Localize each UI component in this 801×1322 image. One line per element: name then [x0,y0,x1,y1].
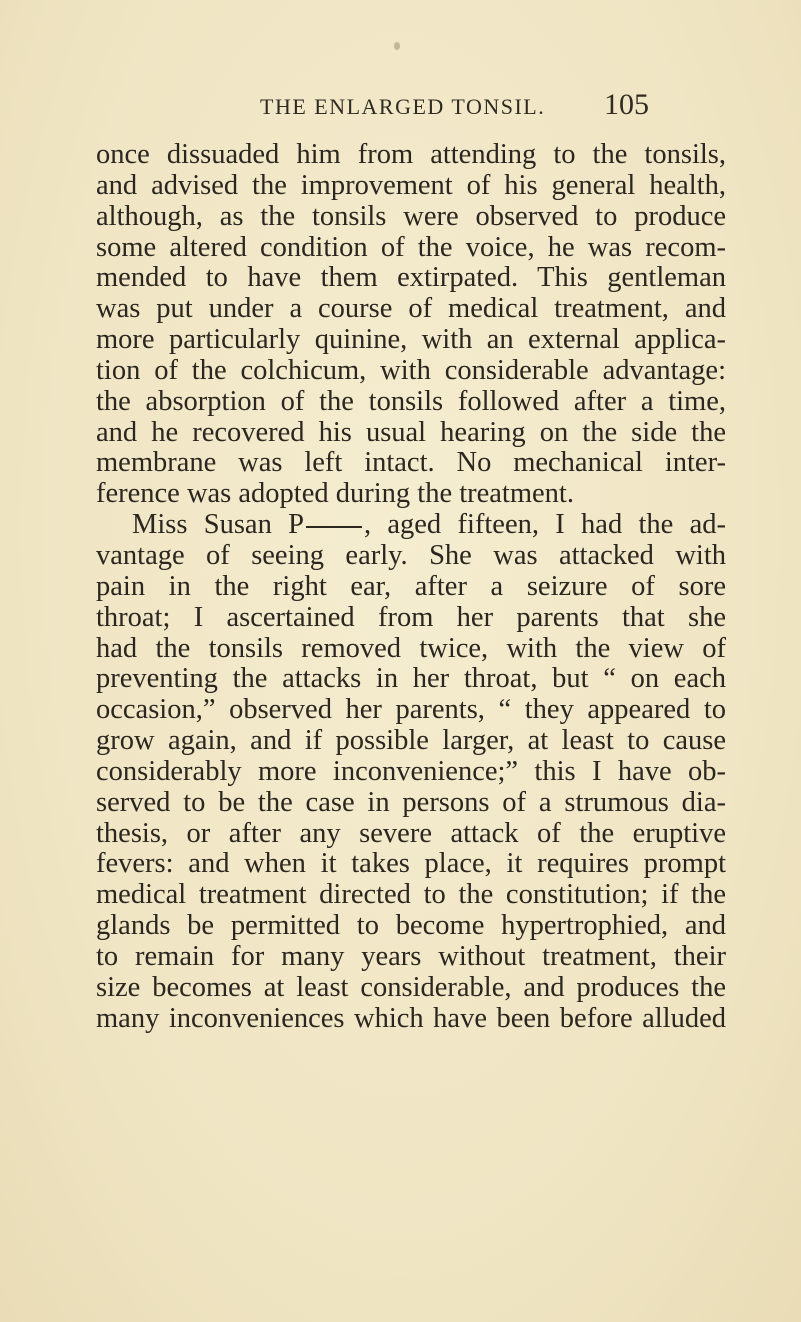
name-redaction-dash [306,526,362,528]
text-line: preventing the attacks in her throat, but “ on each [96,663,726,695]
running-head [0,88,801,128]
ink-spot [394,42,400,50]
text-line: occasion,” observed her parents, “ they appeared to [96,694,726,726]
text-line: membrane was left intact. No mechanical inter- [96,447,726,479]
text-line: ference was adopted during the treatment. [96,478,574,510]
running-title: THE ENLARGED TONSIL. [260,94,546,119]
text-line: considerably more inconvenience;” this I have ob- [96,755,726,787]
text-line: size becomes at least considerable, and produces the [96,971,726,1003]
text-line: more particularly quinine, with an external applica- [96,324,726,356]
text-line: the absorption of the tonsils followed after a time, [96,385,726,417]
text-line: glands be permitted to become hypertrophied, and [96,910,726,942]
text-line: mended to have them extirpated. This gentleman [96,262,726,294]
text-line: pain in the right ear, after a seizure of sore [96,570,726,602]
text-line: medical treatment directed to the constitution; if the [96,879,726,911]
text-line: tion of the colchicum, with considerable advantage: [96,354,726,386]
name-text: Miss Susan P [132,509,304,541]
text-line: many inconveniences which have been before alluded [96,1002,726,1034]
text-line: and he recovered his usual hearing on the side the [96,416,726,448]
paragraph-start-line [96,510,726,541]
text-line: was put under a course of medical treatment, and [96,293,726,325]
text-line: and advised the improvement of his general health, [96,169,726,201]
text-line: fevers: and when it takes place, it requires prompt [96,848,726,880]
text-line: vantage of seeing early. She was attacked with [96,539,726,571]
text-line: throat; I ascertained from her parents that she [96,601,726,633]
text-line: served to be the case in persons of a strumous dia- [96,786,726,818]
text-line: to remain for many years without treatment, their [96,940,726,972]
text-line: thesis, or after any severe attack of the eruptive [96,817,726,849]
text-line: although, as the tonsils were observed to produce [96,200,726,232]
text-line: had the tonsils removed twice, with the view of [96,632,726,664]
text-line: some altered condition of the voice, he was recom- [96,231,726,263]
text-line: grow again, and if possible larger, at least to cause [96,725,726,757]
continuation-text: , aged fifteen, I had the ad- [363,509,726,541]
body-text [96,140,726,1034]
page-number: 105 [604,88,649,121]
text-line: once dissuaded him from attending to the tonsils, [96,139,726,170]
